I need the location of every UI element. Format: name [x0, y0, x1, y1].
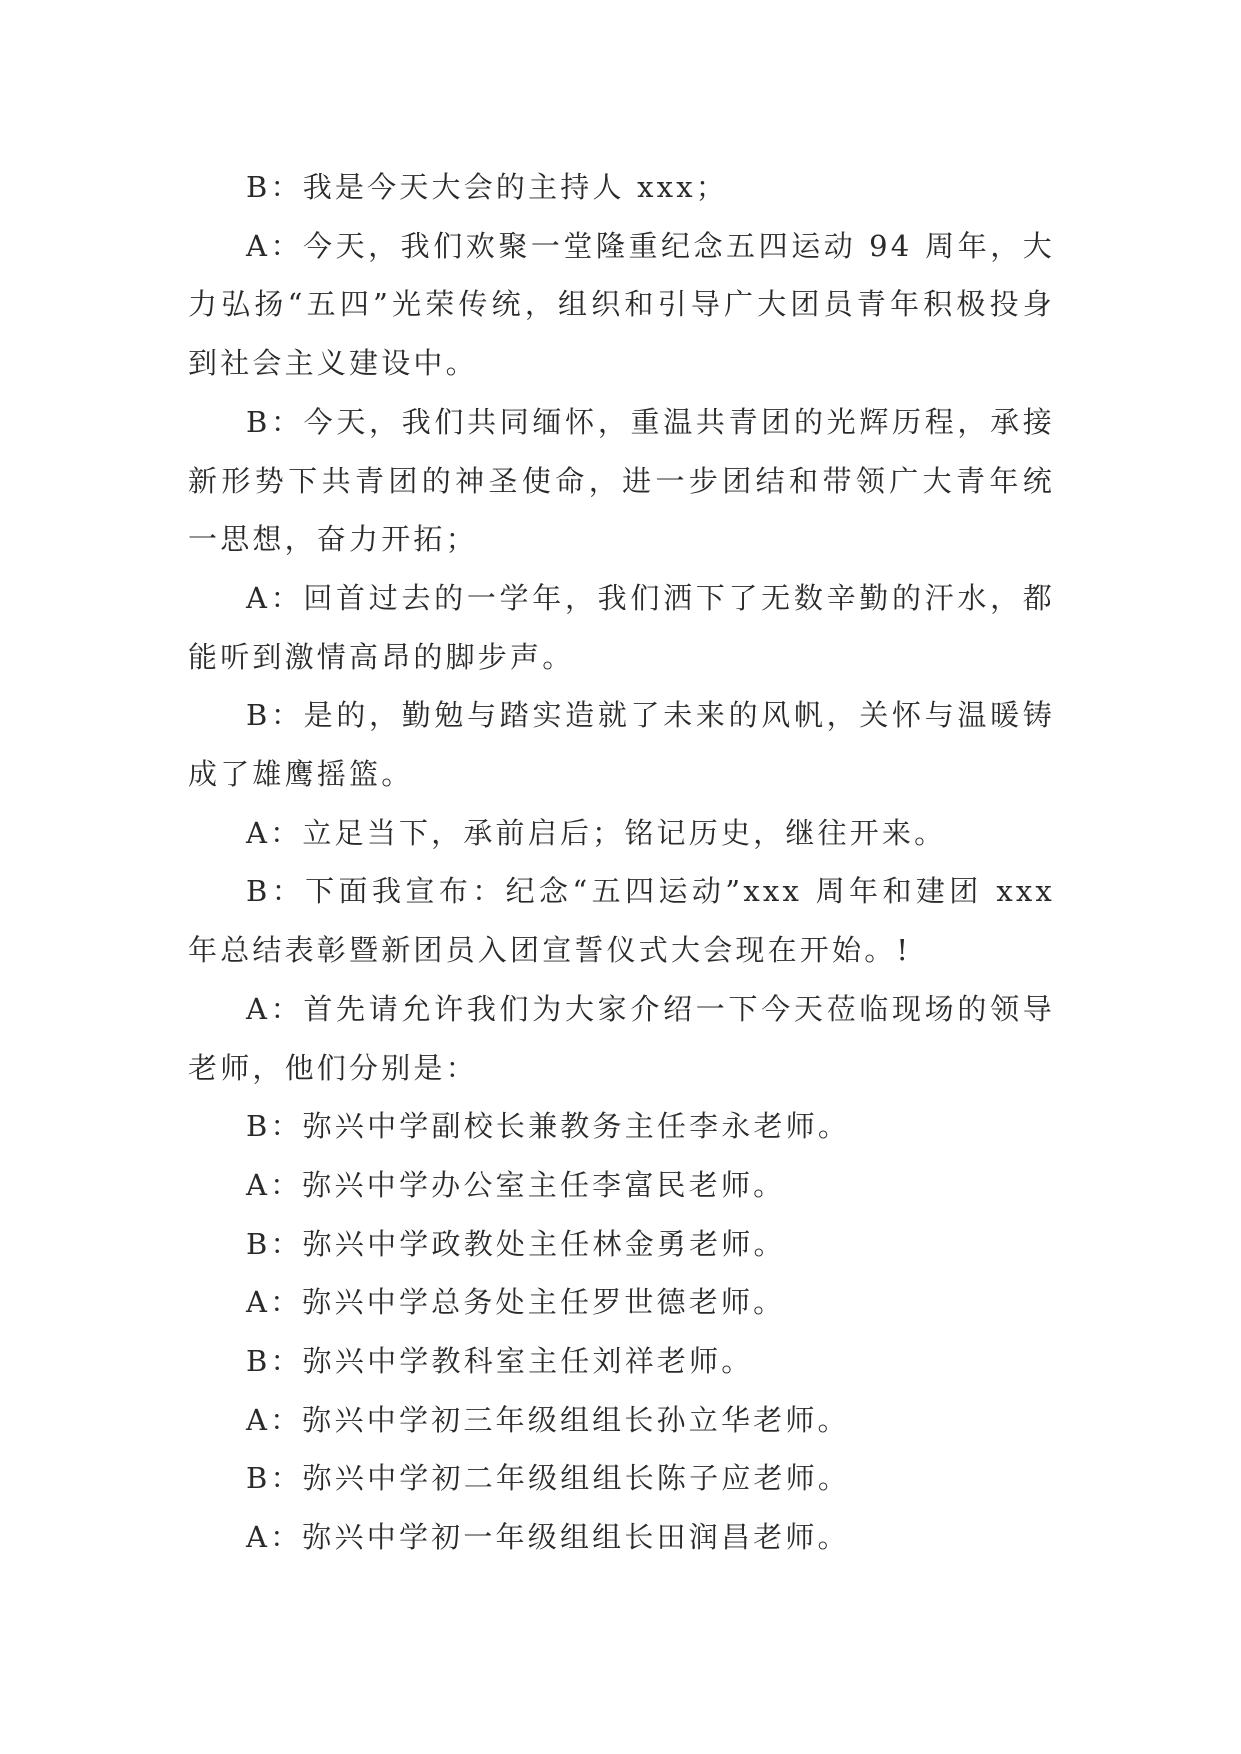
paragraph: B：今天，我们共同缅怀，重温共青团的光辉历程，承接新形势下共青团的神圣使命，进一步团结和带领广大青年统一思想，奋力开拓；	[188, 404, 1055, 557]
paragraph: A：弥兴中学总务处主任罗世德老师。	[246, 1285, 786, 1320]
paragraph: B：下面我宣布：纪念“五四运动”xxx 周年和建团 xxx 年总结表彰暨新团员入团宣誓仪式大会现在开始。!	[188, 874, 1055, 968]
paragraph: B：弥兴中学初二年级组组长陈子应老师。	[246, 1461, 851, 1496]
paragraph: A：弥兴中学初一年级组组长田润昌老师。	[246, 1520, 850, 1555]
paragraph: A：立足当下，承前启后；铭记历史，继往开来。	[246, 815, 947, 850]
paragraph: A：今天，我们欢聚一堂隆重纪念五四运动 94 周年，大力弘扬“五四”光荣传统，组织和引导广大团员青年积极投身到社会主义建设中。	[188, 228, 1055, 381]
paragraph: A：弥兴中学初三年级组组长孙立华老师。	[246, 1402, 850, 1437]
paragraph: B：我是今天大会的主持人 xxx；	[246, 170, 728, 204]
paragraph: A：弥兴中学办公室主任李富民老师。	[246, 1167, 786, 1202]
paragraph: A：首先请允许我们为大家介绍一下今天莅临现场的领导老师，他们分别是：	[188, 991, 1055, 1085]
document-body	[188, 158, 1055, 1567]
paragraph: B：是的，勤勉与踏实造就了未来的风帆，关怀与温暖铸成了雄鹰摇篮。	[188, 698, 1055, 792]
paragraph: B：弥兴中学教科室主任刘祥老师。	[246, 1344, 754, 1379]
paragraph: B：弥兴中学副校长兼教务主任李永老师。	[246, 1109, 851, 1144]
paragraph: B：弥兴中学政教处主任林金勇老师。	[246, 1226, 786, 1261]
paragraph: A：回首过去的一学年，我们洒下了无数辛勤的汗水，都能听到激情高昂的脚步声。	[188, 580, 1055, 674]
